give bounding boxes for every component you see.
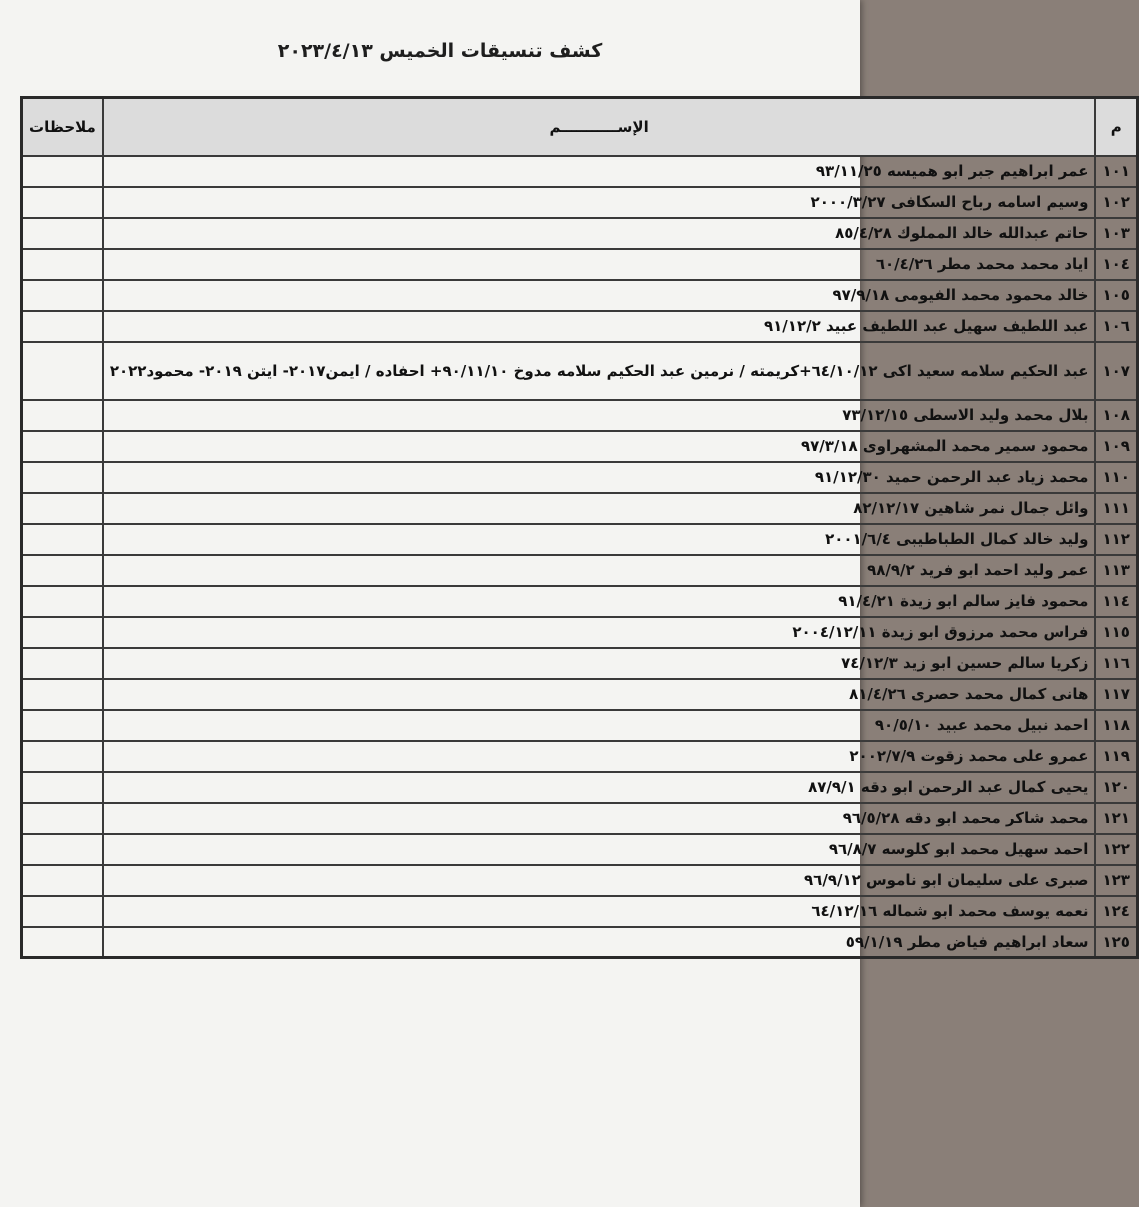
- row-number: ١١٧: [1095, 679, 1137, 710]
- row-name: اياد محمد محمد مطر ٦٠/٤/٢٦: [103, 249, 1096, 280]
- row-notes: [22, 431, 103, 462]
- table-row: [22, 218, 1138, 249]
- row-number: ١١٦: [1095, 648, 1137, 679]
- table-row: [22, 493, 1138, 524]
- table-row: [22, 187, 1138, 218]
- table-row: [22, 462, 1138, 493]
- row-name: محمد شاكر محمد ابو دقه ٩٦/٥/٢٨: [103, 803, 1096, 834]
- row-name: خالد محمود محمد الفيومى ٩٧/٩/١٨: [103, 280, 1096, 311]
- table-row: [22, 741, 1138, 772]
- table-row: [22, 555, 1138, 586]
- row-notes: [22, 555, 103, 586]
- row-notes: [22, 648, 103, 679]
- row-notes: [22, 187, 103, 218]
- row-number: ١٠٩: [1095, 431, 1137, 462]
- row-name: عمرو على محمد زقوت ٢٠٠٢/٧/٩: [103, 741, 1096, 772]
- row-notes: [22, 586, 103, 617]
- row-number: ١٠٧: [1095, 342, 1137, 400]
- row-notes: [22, 896, 103, 927]
- table-row: [22, 710, 1138, 741]
- table-row: [22, 431, 1138, 462]
- row-name: محمود فايز سالم ابو زيدة ٩١/٤/٢١: [103, 586, 1096, 617]
- row-notes: [22, 311, 103, 342]
- table-row: [22, 280, 1138, 311]
- row-notes: [22, 927, 103, 958]
- row-name: احمد سهيل محمد ابو كلوسه ٩٦/٨/٧: [103, 834, 1096, 865]
- row-number: ١١٠: [1095, 462, 1137, 493]
- row-name: وسيم اسامه رباح السكافى ٢٠٠٠/٣/٢٧: [103, 187, 1096, 218]
- row-notes: [22, 218, 103, 249]
- row-name: محمود سمير محمد المشهراوى ٩٧/٣/١٨: [103, 431, 1096, 462]
- row-number: ١١٩: [1095, 741, 1137, 772]
- row-number: ١٢٥: [1095, 927, 1137, 958]
- row-number: ١٠٨: [1095, 400, 1137, 431]
- row-notes: [22, 865, 103, 896]
- row-number: ١٠٥: [1095, 280, 1137, 311]
- row-number: ١٢٣: [1095, 865, 1137, 896]
- row-number: ١٠١: [1095, 156, 1137, 187]
- row-notes: [22, 834, 103, 865]
- row-name: عمر ابراهيم جبر ابو هميسه ٩٣/١١/٢٥: [103, 156, 1096, 187]
- row-number: ١١١: [1095, 493, 1137, 524]
- row-number: ١٠٢: [1095, 187, 1137, 218]
- table-body: [22, 156, 1138, 958]
- row-name: بلال محمد وليد الاسطى ٧٣/١٢/١٥: [103, 400, 1096, 431]
- row-name: صبرى على سليمان ابو ناموس ٩٦/٩/١٢: [103, 865, 1096, 896]
- row-number: ١١٥: [1095, 617, 1137, 648]
- table-row: [22, 311, 1138, 342]
- header-name: الإســـــــــــم: [103, 98, 1096, 156]
- table-row: [22, 249, 1138, 280]
- row-number: ١٠٣: [1095, 218, 1137, 249]
- row-name: يحيى كمال عبد الرحمن ابو دقه ٨٧/٩/١: [103, 772, 1096, 803]
- row-name: احمد نبيل محمد عبيد ٩٠/٥/١٠: [103, 710, 1096, 741]
- row-notes: [22, 803, 103, 834]
- row-name: محمد زياد عبد الرحمن حميد ٩١/١٢/٣٠: [103, 462, 1096, 493]
- table-row: [22, 927, 1138, 958]
- row-number: ١٢٠: [1095, 772, 1137, 803]
- row-notes: [22, 156, 103, 187]
- row-name: هانى كمال محمد حصرى ٨١/٤/٢٦: [103, 679, 1096, 710]
- row-notes: [22, 342, 103, 400]
- table-row: [22, 679, 1138, 710]
- table-header-row: [22, 98, 1138, 156]
- table-row: [22, 156, 1138, 187]
- row-number: ١١٢: [1095, 524, 1137, 555]
- table-row: [22, 400, 1138, 431]
- row-name: وائل جمال نمر شاهين ٨٢/١٢/١٧: [103, 493, 1096, 524]
- row-number: ١٠٦: [1095, 311, 1137, 342]
- row-number: ١٠٤: [1095, 249, 1137, 280]
- row-number: ١١٨: [1095, 710, 1137, 741]
- table-row: [22, 342, 1138, 400]
- row-number: ١١٤: [1095, 586, 1137, 617]
- row-name: عبد الحكيم سلامه سعيد اكى ٦٤/١٠/١٢+كريمته / نرمين عبد الحكيم سلامه مدوخ ٩٠/١١/١٠+ احفاده / ايمن٢٠١٧- ايتن ٢٠١٩- محمود٢٠٢٢: [103, 342, 1096, 400]
- row-name: فراس محمد مرزوق ابو زيدة ٢٠٠٤/١٢/١١: [103, 617, 1096, 648]
- coordination-table: [20, 96, 1139, 959]
- row-notes: [22, 617, 103, 648]
- row-number: ١٢٤: [1095, 896, 1137, 927]
- table-row: [22, 896, 1138, 927]
- row-notes: [22, 462, 103, 493]
- row-notes: [22, 249, 103, 280]
- table-row: [22, 834, 1138, 865]
- row-notes: [22, 679, 103, 710]
- table-row: [22, 772, 1138, 803]
- header-notes: ملاحظات: [22, 98, 103, 156]
- row-name: عمر وليد احمد ابو فريد ٩٨/٩/٢: [103, 555, 1096, 586]
- table-row: [22, 617, 1138, 648]
- row-notes: [22, 280, 103, 311]
- row-name: سعاد ابراهيم فياض مطر ٥٩/١/١٩: [103, 927, 1096, 958]
- row-name: زكريا سالم حسين ابو زيد ٧٤/١٢/٣: [103, 648, 1096, 679]
- row-number: ١١٣: [1095, 555, 1137, 586]
- row-notes: [22, 741, 103, 772]
- row-notes: [22, 524, 103, 555]
- row-name: نعمه يوسف محمد ابو شماله ٦٤/١٢/١٦: [103, 896, 1096, 927]
- row-notes: [22, 710, 103, 741]
- document-title: كشف تنسيقات الخميس ٢٠٢٣/٤/١٣: [277, 40, 603, 62]
- table-row: [22, 803, 1138, 834]
- row-notes: [22, 772, 103, 803]
- row-number: ١٢٢: [1095, 834, 1137, 865]
- table-row: [22, 524, 1138, 555]
- row-notes: [22, 400, 103, 431]
- header-number: م: [1095, 98, 1137, 156]
- row-notes: [22, 493, 103, 524]
- row-name: وليد خالد كمال الطباطيبى ٢٠٠١/٦/٤: [103, 524, 1096, 555]
- row-number: ١٢١: [1095, 803, 1137, 834]
- table-row: [22, 865, 1138, 896]
- row-name: عبد اللطيف سهيل عبد اللطيف عبيد ٩١/١٢/٢: [103, 311, 1096, 342]
- table-row: [22, 586, 1138, 617]
- row-name: حاتم عبدالله خالد المملوك ٨٥/٤/٢٨: [103, 218, 1096, 249]
- table-row: [22, 648, 1138, 679]
